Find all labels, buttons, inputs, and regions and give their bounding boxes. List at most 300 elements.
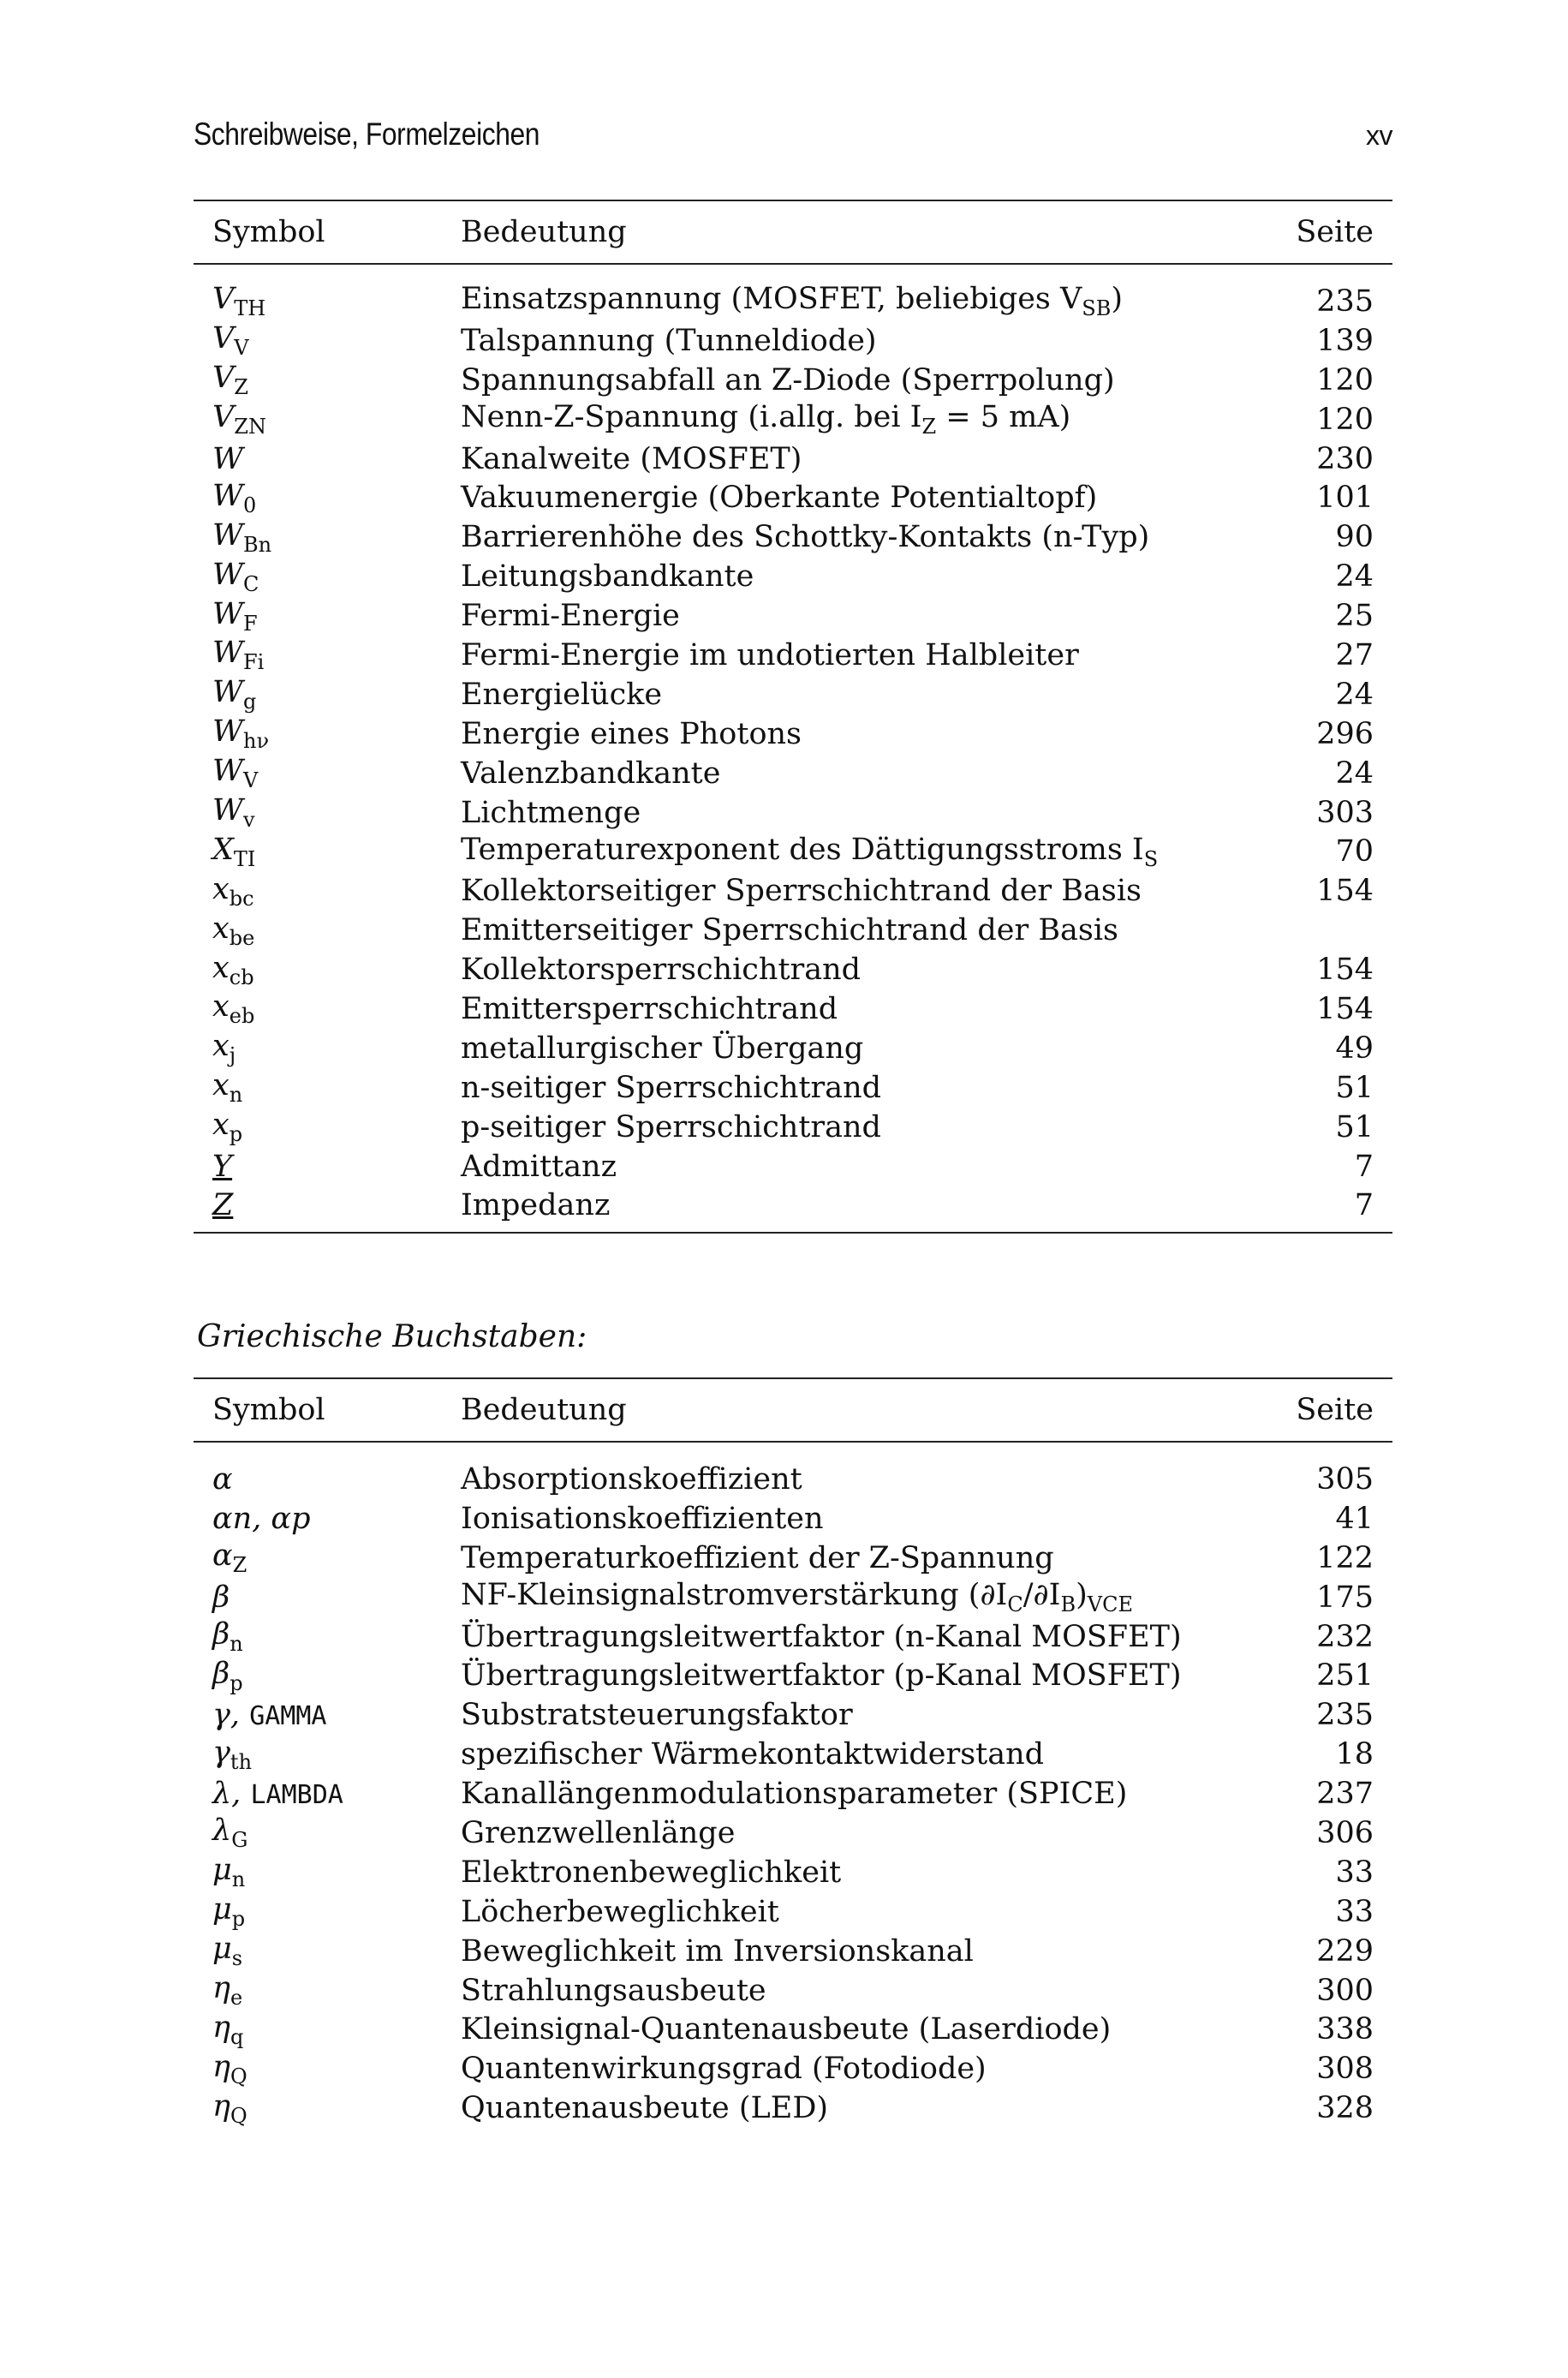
symbol-subscript: p — [231, 1907, 246, 1932]
symbol-cell — [194, 517, 461, 557]
meaning-tail: ) — [1111, 282, 1124, 317]
symbol-base: α — [212, 1539, 233, 1574]
symbol-cell — [194, 557, 461, 596]
table-row — [194, 1147, 1392, 1186]
greek-letters-caption: Griechische Buchstaben: — [197, 1319, 587, 1354]
page-cell: 139 — [1316, 323, 1374, 358]
symbol-subscript: Bn — [242, 532, 272, 557]
meaning-text: Fermi-Energie im undotierten Halbleiter — [461, 637, 1079, 672]
symbol-cell — [194, 675, 461, 714]
symbol-subscript: V — [242, 768, 259, 793]
symbol-cell — [194, 1656, 461, 1695]
page-cell: 306 — [1316, 1815, 1374, 1850]
symbol-subscript: bc — [229, 886, 254, 911]
page-cell: 235 — [1316, 284, 1374, 319]
meaning-text: Emitterseitiger Sperrschichtrand der Basis — [461, 913, 1119, 948]
meaning-text: Energie eines Photons — [461, 716, 802, 751]
symbol-base: μ — [212, 1892, 232, 1927]
symbol-base: V — [212, 321, 235, 356]
symbol-base: X — [212, 832, 234, 867]
symbol-cell — [194, 754, 461, 793]
page-cell: 41 — [1335, 1501, 1374, 1536]
symbol-subscript: 0 — [242, 493, 257, 517]
meaning-text: Ionisationskoeffizienten — [461, 1501, 824, 1536]
page-cell: 49 — [1335, 1031, 1374, 1066]
symbol-subscript: C — [242, 571, 259, 596]
symbol-base: x — [212, 1068, 230, 1103]
symbol-base: W — [212, 478, 243, 513]
page-cell: 338 — [1316, 2012, 1374, 2047]
meaning-subscript: SB — [1082, 296, 1112, 321]
symbol-base: x — [212, 1029, 230, 1064]
page-cell: 33 — [1335, 1894, 1374, 1929]
meaning-text: Strahlungsausbeute — [461, 1973, 766, 2008]
table-row — [194, 675, 1392, 714]
meaning-cell — [461, 2049, 1283, 2088]
symbol-subscript: n — [230, 1632, 243, 1656]
meaning-cell — [461, 1656, 1283, 1695]
symbol-cell — [194, 264, 461, 321]
table-row — [194, 1695, 1392, 1735]
table-row — [194, 478, 1392, 517]
table-row — [194, 1029, 1392, 1068]
symbol-cell — [194, 478, 461, 517]
symbol-subscript: Q — [230, 2103, 247, 2128]
symbol-base: λ, — [212, 1777, 241, 1812]
meaning-cell — [461, 1695, 1283, 1735]
table-row — [194, 950, 1392, 989]
meaning-text: Quantenausbeute (LED) — [461, 2091, 829, 2126]
meaning-text: Leitungsbandkante — [461, 559, 754, 594]
table-row — [194, 1892, 1392, 1932]
meaning-text: Impedanz — [461, 1188, 611, 1223]
table-header-row — [194, 200, 1392, 264]
meaning-text: Energielücke — [461, 677, 663, 712]
meaning-text: Einsatzspannung (MOSFET, beliebiges V — [461, 282, 1082, 317]
page-cell: 24 — [1335, 677, 1374, 712]
symbol-base: x — [212, 950, 230, 985]
meaning-cell — [461, 675, 1279, 714]
symbol-subscript: j — [229, 1043, 236, 1068]
symbol-base: W — [212, 636, 243, 671]
symbol-cell — [194, 1892, 461, 1932]
page-cell: 230 — [1316, 441, 1374, 476]
meaning-text: Nenn-Z-Spannung (i.allg. bei I — [461, 400, 922, 435]
page-cell: 70 — [1335, 834, 1374, 869]
meaning-subscript: VCE — [1087, 1592, 1133, 1617]
table-row — [194, 1442, 1392, 1499]
table-row — [194, 2088, 1392, 2135]
table-row — [194, 1813, 1392, 1853]
meaning-cell — [461, 1617, 1283, 1657]
table-row — [194, 1578, 1392, 1617]
symbol-base: x — [212, 989, 230, 1025]
table-row — [194, 1971, 1392, 2011]
meaning-cell — [461, 1892, 1283, 1932]
symbol-cell — [194, 871, 461, 911]
meaning-cell — [461, 2010, 1283, 2049]
table-row — [194, 1068, 1392, 1108]
meaning-text: Lichtmenge — [461, 795, 641, 830]
symbol-base: λ — [212, 1813, 232, 1849]
page-cell: 300 — [1316, 1973, 1374, 2008]
symbol-cell — [194, 1932, 461, 1971]
meaning-cell — [461, 1813, 1283, 1853]
meaning-cell — [461, 596, 1279, 636]
meaning-text: Emittersperrschichtrand — [461, 991, 838, 1026]
symbol-cell — [194, 1695, 461, 1735]
meaning-cell — [461, 793, 1279, 833]
meaning-cell — [461, 400, 1279, 439]
symbol-base: β — [212, 1617, 230, 1652]
symbol-subscript: F — [242, 611, 258, 636]
meaning-cell — [461, 911, 1279, 950]
symbol-subscript: eb — [229, 1004, 255, 1029]
symbol-base: η — [212, 2010, 230, 2045]
symbol-cell — [194, 596, 461, 636]
table-row — [194, 1499, 1392, 1539]
meaning-text: Substratsteuerungsfaktor — [461, 1698, 853, 1733]
meaning-text: Übertragungsleitwertfaktor (n-Kanal MOSFET) — [461, 1619, 1182, 1654]
symbol-base: W — [212, 517, 243, 553]
symbol-cell — [194, 911, 461, 950]
symbol-cell — [194, 1578, 461, 1617]
table-row — [194, 2010, 1392, 2049]
symbol-subscript: n — [229, 1083, 243, 1108]
table-body — [194, 264, 1392, 1233]
symbol-subscript: s — [231, 1946, 243, 1971]
page-number: xv — [1366, 120, 1392, 151]
page-cell: 120 — [1316, 362, 1374, 397]
meaning-text: Barrierenhöhe des Schottky-Kontakts (n-Typ) — [461, 520, 1150, 555]
symbol-cell — [194, 1539, 461, 1578]
symbol-base: β — [212, 1580, 230, 1615]
symbol-subscript: TH — [234, 296, 266, 321]
meaning-text: Elektronenbeweglichkeit — [461, 1855, 842, 1890]
page-cell: 308 — [1316, 2052, 1374, 2087]
symbol-cell — [194, 1774, 461, 1813]
page-cell: 7 — [1354, 1149, 1374, 1184]
symbol-base: β — [212, 1656, 230, 1691]
table-row — [194, 2049, 1392, 2088]
column-header-page: Seite — [1296, 215, 1374, 249]
meaning-cell — [461, 950, 1279, 989]
symbol-base: η — [212, 2049, 230, 2084]
meaning-text: Kollektorsperrschichtrand — [461, 953, 862, 988]
symbol-cell — [194, 2049, 461, 2088]
symbol-subscript: ZN — [234, 415, 266, 439]
meaning-cell — [461, 264, 1279, 321]
meaning-text: Valenzbandkante — [461, 756, 721, 791]
spice-name: GAMMA — [249, 1701, 327, 1732]
column-header-symbol: Symbol — [212, 1393, 325, 1427]
symbol-base: x — [212, 911, 230, 946]
symbol-base: W — [212, 714, 243, 750]
symbol-subscript: Z — [232, 1553, 247, 1578]
symbol-base: V — [212, 400, 235, 435]
symbol-subscript: cb — [229, 965, 254, 989]
meaning-text: Temperaturexponent des Dättigungsstroms I — [461, 832, 1144, 867]
table-row — [194, 264, 1392, 321]
meaning-text: Übertragungsleitwertfaktor (p-Kanal MOSFET) — [461, 1658, 1182, 1694]
page-cell: 232 — [1316, 1619, 1374, 1654]
meaning-cell — [461, 754, 1279, 793]
table-row — [194, 1539, 1392, 1578]
symbol-base: W — [212, 793, 243, 828]
table-row — [194, 754, 1392, 793]
symbol-cell — [194, 1108, 461, 1147]
meaning-cell — [461, 714, 1279, 754]
symbol-subscript: G — [231, 1828, 248, 1853]
page-cell: 120 — [1316, 402, 1374, 437]
meaning-text: Kanalweite (MOSFET) — [461, 441, 802, 476]
symbol-cell — [194, 1147, 461, 1186]
symbol-base: W — [212, 596, 243, 631]
meaning-cell — [461, 478, 1279, 517]
symbol-subscript: e — [230, 1986, 243, 2011]
table-row — [194, 1735, 1392, 1774]
meaning-text: Grenzwellenlänge — [461, 1815, 736, 1850]
symbol-cell — [194, 714, 461, 754]
page-cell: 237 — [1316, 1777, 1374, 1812]
meaning-cell — [461, 1029, 1279, 1068]
symbol-subscript: V — [234, 336, 249, 361]
meaning-text: Talspannung (Tunneldiode) — [461, 323, 877, 358]
meaning-tail: ) — [1076, 1578, 1088, 1613]
symbol-cell — [194, 793, 461, 833]
running-head — [194, 117, 1392, 154]
meaning-tail: = 5 mA) — [936, 400, 1071, 435]
meaning-cell — [461, 1539, 1283, 1578]
page-cell: 33 — [1335, 1855, 1374, 1890]
column-header-page: Seite — [1296, 1393, 1374, 1427]
meaning-subscript: B — [1060, 1592, 1076, 1617]
page-cell: 251 — [1316, 1658, 1374, 1694]
table-row — [194, 557, 1392, 596]
table-row — [194, 832, 1392, 871]
meaning-cell — [461, 1853, 1283, 1892]
symbol-base: η — [212, 1971, 230, 2006]
table-row — [194, 911, 1392, 950]
meaning-cell — [461, 557, 1279, 596]
meaning-text: Beweglichkeit im Inversionskanal — [461, 1933, 974, 1969]
symbol-cell — [194, 439, 461, 479]
meaning-cell — [461, 361, 1279, 400]
symbol-cell — [194, 636, 461, 675]
meaning-cell — [461, 1499, 1283, 1539]
table-row — [194, 596, 1392, 636]
symbol-table-latin — [194, 200, 1392, 1234]
meaning-text: Quantenwirkungsgrad (Fotodiode) — [461, 2052, 987, 2087]
meaning-tail: /∂I — [1022, 1578, 1061, 1613]
table-row — [194, 1774, 1392, 1813]
page-cell — [1279, 911, 1392, 950]
table-row — [194, 1932, 1392, 1971]
symbol-subscript: q — [230, 2024, 244, 2049]
symbol-cell — [194, 321, 461, 361]
spice-name: LAMBDA — [250, 1780, 343, 1811]
page-cell: 51 — [1335, 1070, 1374, 1105]
page-cell: 18 — [1335, 1737, 1374, 1772]
symbol-base: α — [212, 1461, 233, 1497]
page-cell: 90 — [1335, 520, 1374, 555]
table-row — [194, 361, 1392, 400]
meaning-cell — [461, 439, 1279, 479]
symbol-cell — [194, 950, 461, 989]
column-header-meaning: Bedeutung — [461, 215, 627, 249]
page-cell: 24 — [1335, 559, 1374, 594]
table-row — [194, 1853, 1392, 1892]
running-head-title: Schreibweise, Formelzeichen — [194, 117, 540, 152]
meaning-text: Spannungsabfall an Z-Diode (Sperrpolung) — [461, 362, 1115, 397]
symbol-base: x — [212, 871, 230, 906]
symbol-subscript: be — [229, 925, 255, 950]
symbol-base: γ — [212, 1735, 230, 1770]
meaning-subscript: Z — [921, 415, 937, 439]
symbol-base: η — [212, 2088, 230, 2124]
symbol-subscript: n — [231, 1867, 246, 1892]
symbol-base: x — [212, 1108, 230, 1143]
page-cell: 27 — [1335, 637, 1374, 672]
meaning-text: Temperaturkoeffizient der Z-Spannung — [461, 1540, 1054, 1575]
table-body — [194, 1442, 1392, 2135]
meaning-text: Admittanz — [461, 1149, 617, 1184]
table-row — [194, 1108, 1392, 1147]
page-cell: 24 — [1335, 756, 1374, 791]
page-cell: 154 — [1316, 874, 1374, 909]
table-row — [194, 1617, 1392, 1657]
meaning-text: Löcherbeweglichkeit — [461, 1894, 779, 1929]
symbol-cell — [194, 1499, 461, 1539]
symbol-subscript: g — [242, 690, 257, 714]
page-cell: 51 — [1335, 1109, 1374, 1144]
symbol-subscript: p — [229, 1122, 243, 1147]
symbol-cell — [194, 1617, 461, 1657]
meaning-text: spezifischer Wärmekontaktwiderstand — [461, 1737, 1045, 1772]
symbol-cell — [194, 2088, 461, 2135]
symbol-subscript: p — [230, 1670, 243, 1695]
page-cell: 7 — [1354, 1188, 1374, 1223]
page-cell: 175 — [1316, 1580, 1374, 1615]
table-row — [194, 1186, 1392, 1233]
table-row — [194, 989, 1392, 1029]
symbol-base: αn, αp — [212, 1501, 311, 1536]
meaning-cell — [461, 871, 1279, 911]
symbol-cell — [194, 1186, 461, 1233]
meaning-text: Fermi-Energie — [461, 599, 680, 634]
meaning-cell — [461, 321, 1279, 361]
meaning-cell — [461, 1108, 1279, 1147]
symbol-cell — [194, 400, 461, 439]
meaning-cell — [461, 1971, 1283, 2011]
table-row — [194, 636, 1392, 675]
page-cell: 154 — [1316, 991, 1374, 1026]
page-cell: 328 — [1316, 2091, 1374, 2126]
meaning-cell — [461, 1186, 1279, 1233]
symbol-cell — [194, 1068, 461, 1108]
table-row — [194, 871, 1392, 911]
meaning-cell — [461, 636, 1279, 675]
symbol-subscript: th — [230, 1749, 253, 1774]
symbol-base: Z — [212, 1188, 234, 1223]
meaning-cell — [461, 1932, 1283, 1971]
symbol-cell — [194, 1853, 461, 1892]
table-row — [194, 439, 1392, 479]
meaning-text: p-seitiger Sperrschichtrand — [461, 1109, 881, 1144]
table-row — [194, 714, 1392, 754]
symbol-cell — [194, 1813, 461, 1853]
meaning-text: Vakuumenergie (Oberkante Potentialtopf) — [461, 481, 1098, 516]
symbol-base: V — [212, 282, 235, 317]
meaning-text: n-seitiger Sperrschichtrand — [461, 1070, 882, 1105]
page-cell: 303 — [1316, 795, 1374, 830]
column-header-symbol: Symbol — [212, 215, 325, 249]
symbol-base: μ — [212, 1932, 232, 1967]
table-row — [194, 321, 1392, 361]
page-cell: 229 — [1316, 1933, 1374, 1969]
meaning-text: Kollektorseitiger Sperrschichtrand der Basis — [461, 874, 1142, 909]
table-header-row — [194, 1378, 1392, 1442]
meaning-cell — [461, 517, 1279, 557]
symbol-base: W — [212, 754, 243, 789]
table-row — [194, 517, 1392, 557]
symbol-subscript: Q — [230, 2064, 247, 2088]
column-header-meaning: Bedeutung — [461, 1393, 627, 1427]
table-row — [194, 793, 1392, 833]
symbol-subscript: hν — [242, 729, 270, 754]
meaning-cell — [461, 1774, 1283, 1813]
symbol-cell — [194, 832, 461, 871]
table-row — [194, 1656, 1392, 1695]
page-cell: 154 — [1316, 953, 1374, 988]
symbol-cell — [194, 361, 461, 400]
meaning-cell — [461, 1735, 1283, 1774]
meaning-cell — [461, 989, 1279, 1029]
symbol-table-greek — [194, 1377, 1392, 2135]
meaning-subscript: S — [1143, 846, 1159, 871]
symbol-subscript: v — [242, 808, 255, 833]
meaning-cell — [461, 832, 1279, 871]
table-bottom-rule — [194, 1233, 1392, 1234]
page-cell: 296 — [1316, 716, 1374, 751]
symbol-base: W — [212, 441, 243, 476]
symbol-cell — [194, 1442, 461, 1499]
symbol-subscript: TI — [233, 846, 256, 871]
meaning-text: Kleinsignal-Quantenausbeute (Laserdiode) — [461, 2012, 1112, 2047]
symbol-base: W — [212, 557, 243, 592]
meaning-cell — [461, 1068, 1279, 1108]
symbol-subscript: Fi — [242, 650, 265, 675]
meaning-text: Absorptionskoeffizient — [461, 1461, 802, 1497]
symbol-cell — [194, 1735, 461, 1774]
symbol-base: V — [212, 361, 235, 396]
page-cell: 101 — [1316, 481, 1374, 516]
page-cell: 305 — [1316, 1461, 1374, 1497]
meaning-text: NF-Kleinsignalstromverstärkung (∂I — [461, 1578, 1008, 1613]
meaning-cell — [461, 1147, 1279, 1186]
table-row — [194, 400, 1392, 439]
symbol-base: μ — [212, 1853, 232, 1888]
page-cell: 25 — [1335, 599, 1374, 634]
symbol-subscript: Z — [234, 375, 248, 400]
symbol-base: W — [212, 675, 243, 710]
symbol-cell — [194, 989, 461, 1029]
meaning-cell — [461, 1442, 1283, 1499]
page-cell: 235 — [1316, 1698, 1374, 1733]
meaning-cell — [461, 2088, 1283, 2135]
symbol-base: γ, — [212, 1698, 241, 1733]
meaning-subscript: C — [1007, 1592, 1023, 1617]
